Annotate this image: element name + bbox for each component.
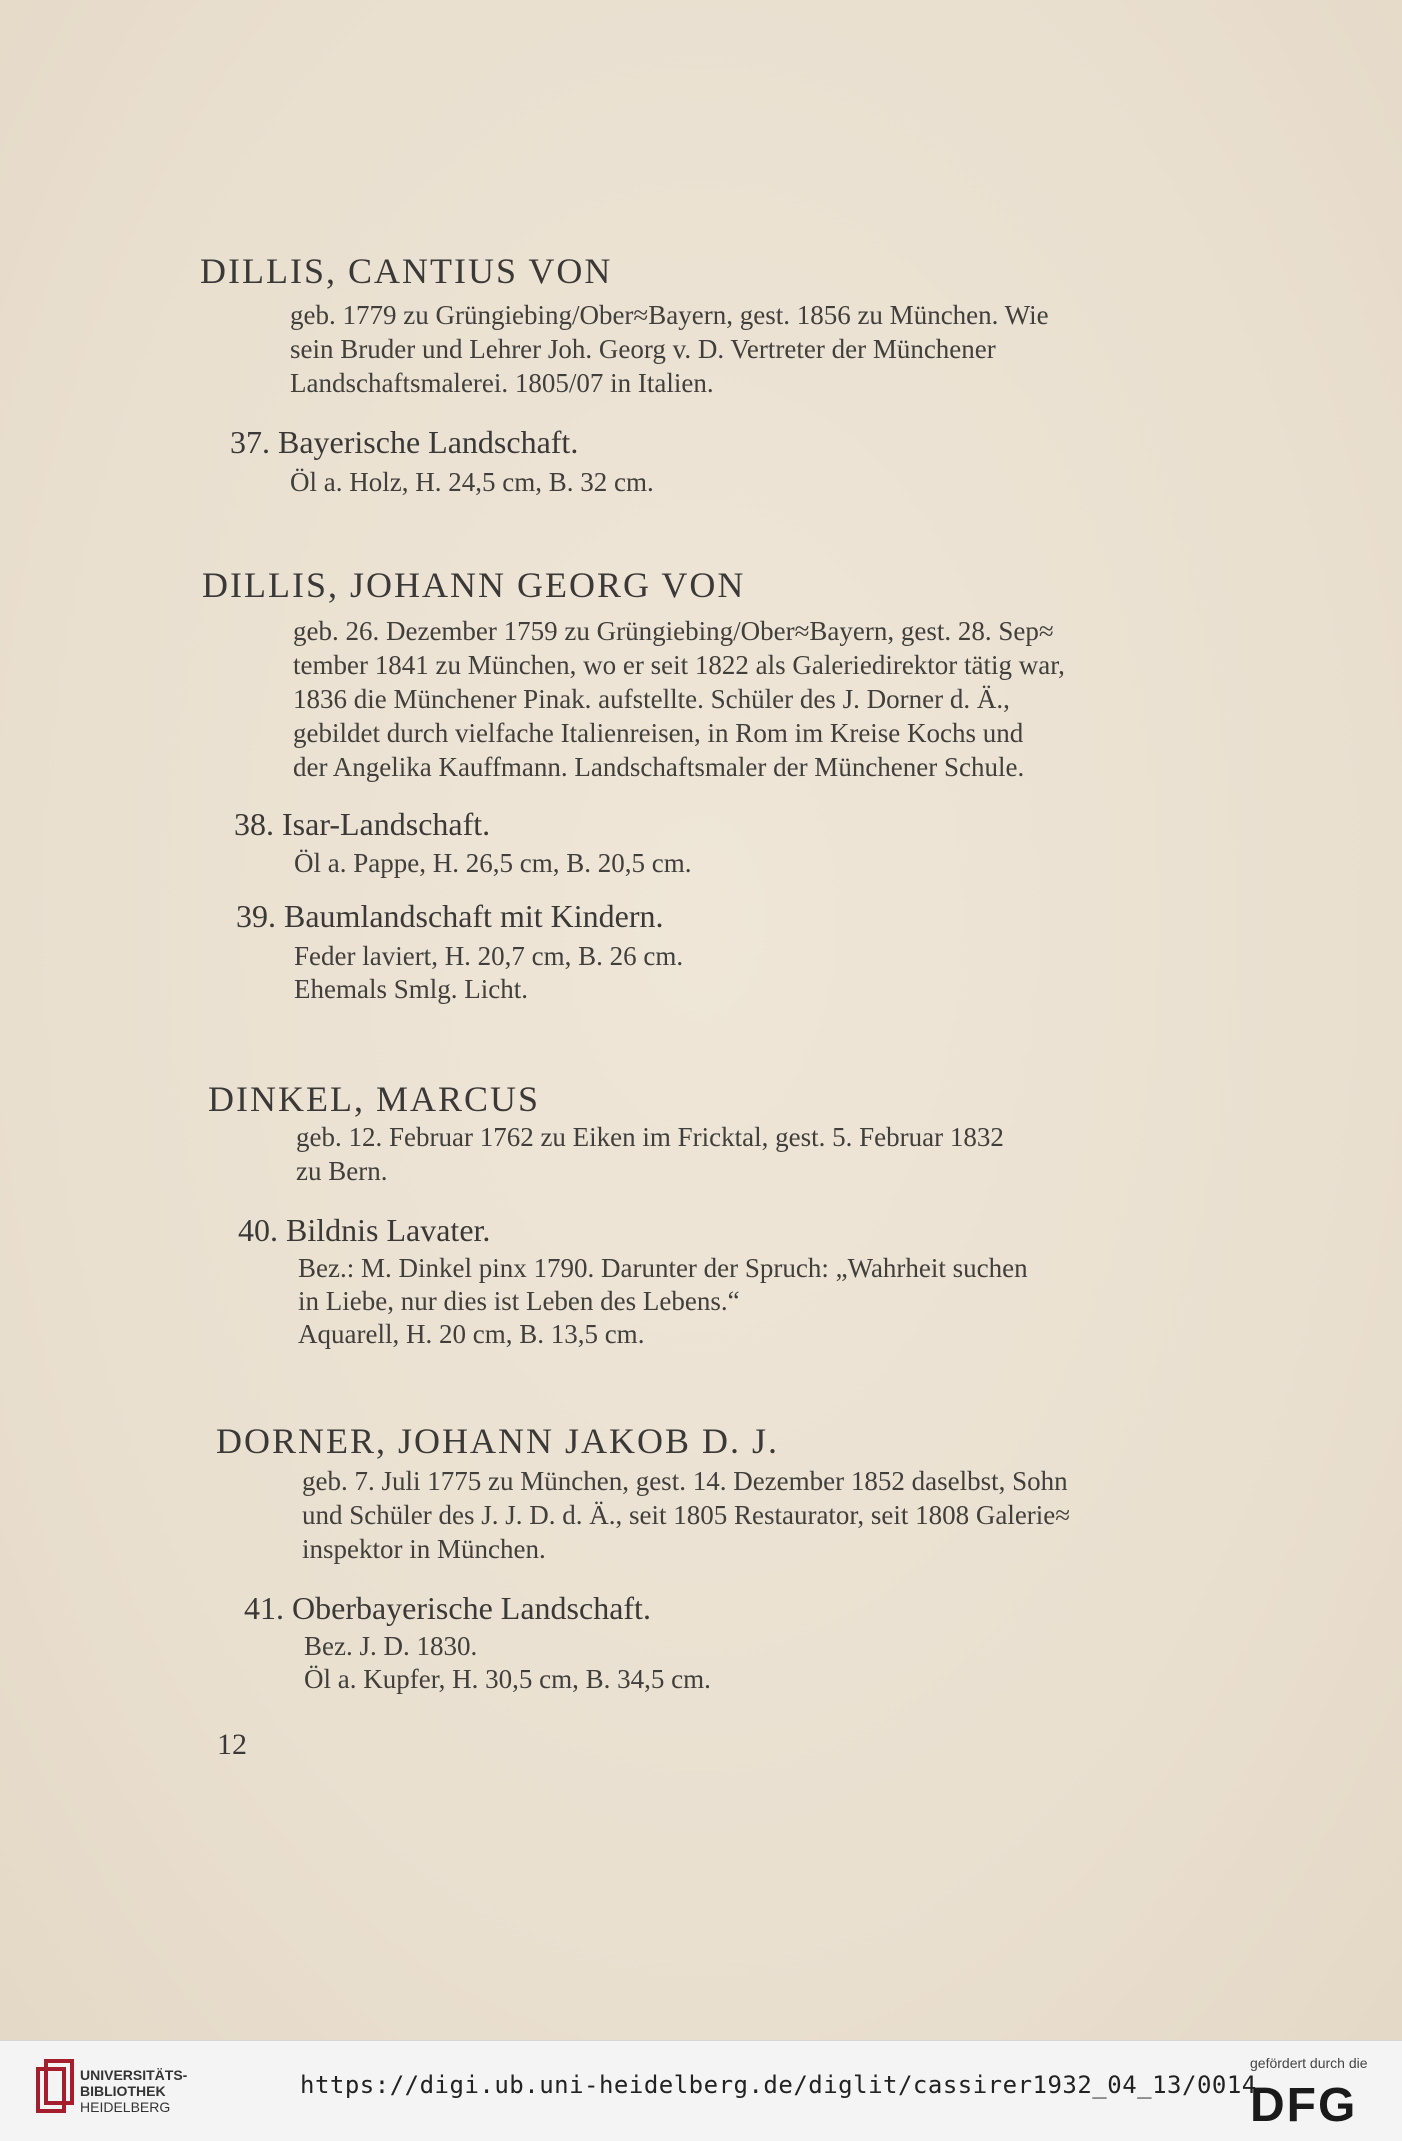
catalog-item-detail-line: in Liebe, nur dies ist Leben des Lebens.“ <box>298 1286 740 1316</box>
catalog-item-title <box>234 806 490 843</box>
biography-line: zu Bern. <box>296 1156 388 1186</box>
catalog-item-detail-line: Ehemals Smlg. Licht. <box>294 974 528 1004</box>
catalog-item-detail-line: Öl a. Pappe, H. 26,5 cm, B. 20,5 cm. <box>294 848 692 878</box>
catalog-item-detail-line: Öl a. Kupfer, H. 30,5 cm, B. 34,5 cm. <box>304 1664 711 1694</box>
catalog-item-title <box>230 424 578 461</box>
catalog-item-details <box>290 466 654 499</box>
catalog-item-details <box>298 1252 1028 1351</box>
catalog-item-name: Oberbayerische Landschaft. <box>292 1590 651 1626</box>
catalog-item-details <box>294 940 683 1006</box>
catalog-item-detail-line: Aquarell, H. 20 cm, B. 13,5 cm. <box>298 1319 645 1349</box>
biography-line: geb. 12. Februar 1762 zu Eiken im Fricktal, gest. 5. Februar 1832 <box>296 1122 1004 1152</box>
artist-biography <box>290 298 1220 400</box>
artist-biography <box>302 1464 1232 1566</box>
biography-line: der Angelika Kauffmann. Landschaftsmaler der Münchener Schule. <box>293 752 1025 782</box>
artist-biography <box>296 1120 1226 1188</box>
catalog-item-details <box>304 1630 711 1696</box>
university-library-name <box>80 2067 187 2115</box>
catalog-item-number: 37. <box>230 424 270 460</box>
biography-line: 1836 die Münchener Pinak. aufstellte. Schüler des J. Dorner d. Ä., <box>293 684 1010 714</box>
catalog-item-title <box>236 898 663 935</box>
biography-line: sein Bruder und Lehrer Joh. Georg v. D. Vertreter der Münchener <box>290 334 996 364</box>
university-library-logo-icon <box>32 2055 82 2125</box>
catalog-item-number: 38. <box>234 806 274 842</box>
catalog-item-number: 40. <box>238 1212 278 1248</box>
catalog-item-detail-line: Bez.: M. Dinkel pinx 1790. Darunter der Spruch: „Wahrheit suchen <box>298 1253 1028 1283</box>
biography-line: Landschaftsmalerei. 1805/07 in Italien. <box>290 368 714 398</box>
library-name-line: UNIVERSITÄTS- <box>80 2067 188 2083</box>
funder-label: gefördert durch die <box>1250 2055 1368 2071</box>
dfg-logo-text: DFG <box>1250 2079 1358 2127</box>
library-name-line: BIBLIOTHEK <box>80 2083 166 2099</box>
catalog-item-number: 39. <box>236 898 276 934</box>
catalog-item-name: Bayerische Landschaft. <box>278 424 579 460</box>
artist-biography <box>293 614 1223 784</box>
artist-heading: DILLIS, JOHANN GEORG VON <box>202 565 746 605</box>
artist-heading: DINKEL, MARCUS <box>208 1079 541 1119</box>
dfg-logo-icon <box>1250 2079 1380 2127</box>
catalog-item-detail-line: Öl a. Holz, H. 24,5 cm, B. 32 cm. <box>290 467 654 497</box>
catalog-item-detail-line: Feder laviert, H. 20,7 cm, B. 26 cm. <box>294 941 684 971</box>
catalog-item-number: 41. <box>244 1590 284 1626</box>
biography-line: tember 1841 zu München, wo er seit 1822 als Galeriedirektor tätig war, <box>293 650 1065 680</box>
viewer-footer <box>0 2040 1402 2141</box>
catalog-item-title <box>244 1590 651 1627</box>
artist-heading: DILLIS, CANTIUS VON <box>200 251 613 291</box>
permalink-url[interactable]: https://digi.ub.uni-heidelberg.de/diglit/cassirer1932_04_13/0014 <box>300 2071 1257 2099</box>
catalog-item-name: Baumlandschaft mit Kindern. <box>284 898 664 934</box>
library-name-line: HEIDELBERG <box>80 2099 171 2115</box>
biography-line: geb. 1779 zu Grüngiebing/Ober≈Bayern, gest. 1856 zu München. Wie <box>290 300 1049 330</box>
page-number: 12 <box>217 1728 247 1761</box>
artist-heading: DORNER, JOHANN JAKOB D. J. <box>216 1421 780 1461</box>
catalog-item-detail-line: Bez. J. D. 1830. <box>304 1631 478 1661</box>
biography-line: und Schüler des J. J. D. d. Ä., seit 1805 Restaurator, seit 1808 Galerie≈ <box>302 1500 1071 1530</box>
catalog-item-title <box>238 1212 490 1249</box>
catalog-item-name: Isar-Landschaft. <box>282 806 491 842</box>
biography-line: gebildet durch vielfache Italienreisen, in Rom im Kreise Kochs und <box>293 718 1024 748</box>
biography-line: inspektor in München. <box>302 1534 546 1564</box>
biography-line: geb. 7. Juli 1775 zu München, gest. 14. Dezember 1852 daselbst, Sohn <box>302 1466 1068 1496</box>
catalog-item-details <box>294 847 691 880</box>
biography-line: geb. 26. Dezember 1759 zu Grüngiebing/Ober≈Bayern, gest. 28. Sep≈ <box>293 616 1054 646</box>
catalog-item-name: Bildnis Lavater. <box>286 1212 491 1248</box>
